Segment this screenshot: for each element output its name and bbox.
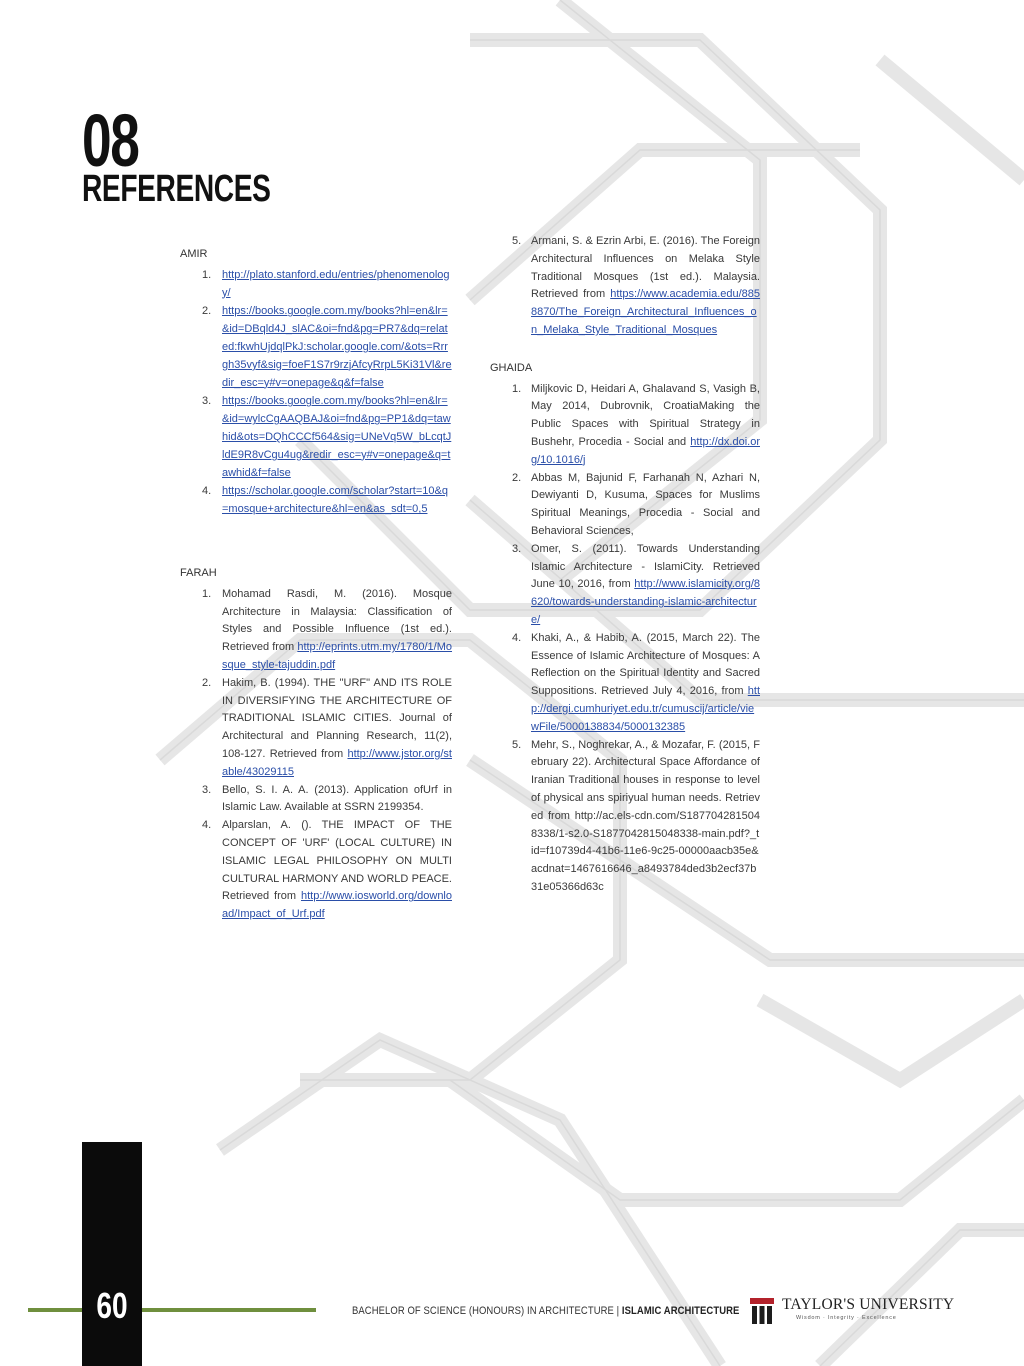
reference-text: Mehr, S., Noghrekar, A., & Mozafar, F. (2015, February 22). Architectural Space Affordance of Iranian Traditional houses in response to level of physical ans spiriyual human needs. Retrieved from http://ac.els-cdn.com/S1877042815048338/1-s2.0-S1877042815048338-main.pdf?_tid=f10739d4-41b6-11e6-9c25-00000aacb35e&acdnat=1467616646_a8493784ded3b2ecf37b31e05366d63c	[531, 738, 760, 893]
reference-number: 5.	[512, 235, 522, 247]
reference-number: 3.	[202, 395, 212, 408]
reference-link[interactable]: http://eprints.utm.my/1780/1/Mosque_style-tajuddin.pdf	[222, 641, 453, 671]
reference-item	[180, 483, 452, 519]
university-name: TAYLOR'S UNIVERSITY	[782, 1296, 955, 1313]
reference-list-amir	[180, 267, 452, 519]
reference-text: Hakim, B. (1994). THE "URF" AND ITS ROLE IN DIVERSIFYING THE ARCHITECTURE OF TRADITIONAL ISLAMIC CITIES. Journal of Architectural and Planning Research, 11(2), 108-127. Retrieved from	[222, 676, 452, 760]
reference-link[interactable]: http://www.jstor.org/stable/43029115	[222, 747, 452, 778]
section-heading-farah: FARAH	[180, 566, 217, 579]
footer-subject: ISLAMIC ARCHITECTURE	[621, 1305, 740, 1317]
footer-program: BACHELOR OF SCIENCE (HONOURS) IN ARCHITECTURE	[352, 1305, 614, 1317]
taylors-university-logo	[748, 1296, 955, 1328]
reference-number: 2.	[202, 676, 212, 689]
reference-text: Miljkovic D, Heidari A, Ghalavand S, Vasigh B, May 2014, Dubrovnik, CroatiaMaking the Public Spaces with Spiritual Strategy in Bushehr, Procedia - Social and	[531, 382, 760, 448]
university-tagline: Wisdom · Integrity · Excellence	[796, 1315, 897, 1321]
reference-number: 3.	[202, 783, 212, 796]
reference-link[interactable]: https://www.academia.edu/8858870/The_Foreign_Architectural_Influences_on_Melaka_Style_Traditional_Mosques	[531, 288, 761, 336]
reference-number: 4.	[202, 485, 212, 498]
reference-number: 1.	[202, 268, 212, 281]
reference-text: Armani, S. & Ezrin Arbi, E. (2016). The Foreign Architectural Influences on Melaka Style Traditional Mosques (1st ed.). Malaysia. Retrieved from	[531, 235, 760, 301]
reference-text: Mohamad Rasdi, M. (2016). Mosque Architecture in Malaysia: Classification of Styles and Possible Influence (1st ed.). Retrieved from	[222, 587, 452, 654]
page-number: 60	[96, 1285, 128, 1326]
reference-number: 1.	[202, 587, 212, 600]
reference-number: 1.	[512, 382, 522, 395]
reference-number: 2.	[202, 305, 212, 318]
reference-list-farah-continued	[490, 233, 760, 340]
reference-text: Abbas M, Bajunid F, Farhanah N, Azhari N, Dewiyanti D, Kusuma, Spaces for Muslims Spiritual Meanings, Procedia - Social and Behavioral Sciences,	[531, 471, 760, 537]
reference-number: 4.	[512, 631, 522, 644]
reference-link[interactable]: https://books.google.com.my/books?hl=en&lr=&id=DBqld4J_slAC&oi=fnd&pg=PR7&dq=related:fkwhUjdqlPkJ:scholar.google.com/&ots=Rrrgh35vyf&sig=foeF1S7r9rzjAfcyRrpL5Ki31Vl&redir_esc=y#v=onepage&q&f=false	[222, 305, 452, 389]
reference-list-ghaida	[490, 381, 760, 897]
reference-link[interactable]: http://www.iosworld.org/download/Impact_of_Urf.pdf	[222, 890, 452, 921]
reference-text: Omer, S. (2011). Towards Understanding Islamic Architecture - IslamiCity. Retrieved June 10, 2016, from	[531, 542, 760, 591]
section-heading-amir: AMIR	[180, 248, 208, 260]
reference-item	[180, 817, 452, 924]
reference-list-farah	[180, 586, 452, 924]
footer-caption	[352, 1305, 739, 1317]
reference-link[interactable]: https://books.google.com.my/books?hl=en&lr=&id=wylcCgAAQBAJ&oi=fnd&pg=PP1&dq=tawhid&ots=DQhCCCf564&sig=UNeVq5W_bLcqtJldE9R8vCgu4ug&redir_esc=y#v=onepage&q=tawhid&f=false	[222, 395, 452, 479]
reference-number: 4.	[202, 819, 212, 832]
reference-link[interactable]: http://www.islamicity.org/8620/towards-understanding-islamic-architecture/	[531, 578, 760, 626]
reference-item	[490, 737, 760, 897]
footer-separator: |	[616, 1305, 620, 1317]
reference-item	[180, 782, 452, 818]
reference-link[interactable]: https://scholar.google.com/scholar?start=10&q=mosque+architecture&hl=en&as_sdt=0,5	[222, 485, 448, 516]
reference-item	[180, 675, 452, 782]
reference-item	[180, 393, 452, 482]
reference-link[interactable]: http://plato.stanford.edu/entries/phenomenology/	[222, 268, 450, 299]
page-number-bar	[82, 1142, 142, 1366]
reference-item	[490, 541, 760, 630]
reference-item	[180, 586, 452, 675]
reference-item	[490, 630, 760, 737]
reference-text: Khaki, A., & Habib, A. (2015, March 22). The Essence of Islamic Architecture of Mosques: A Reflection on the Spiritual Identity and Sacred Suppositions. Retrieved July 4, 2016, from	[531, 631, 760, 698]
reference-number: 5.	[512, 738, 522, 751]
right-column	[490, 233, 760, 897]
reference-text: Alparslan, A. (). THE IMPACT OF THE CONCEPT OF 'URF' (LOCAL CULTURE) IN ISLAMIC LEGAL PHILOSOPHY ON MULTI CULTURAL HARMONY AND WORLD PEACE. Retrieved from	[222, 819, 452, 903]
reference-number: 2.	[512, 471, 522, 484]
footer-rule-right	[142, 1308, 316, 1312]
reference-link[interactable]: http://dergi.cumhuriyet.edu.tr/cumuscij/article/viewFile/5000138834/5000132385	[531, 685, 760, 733]
reference-link[interactable]: http://dx.doi.org/10.1016/j	[531, 435, 760, 466]
reference-item	[490, 233, 760, 340]
left-column	[180, 246, 452, 924]
reference-text: Bello, S. I. A. A. (2013). Application ofUrf in Islamic Law. Available at SSRN 2199354.	[222, 783, 452, 814]
section-heading-ghaida: GHAIDA	[490, 361, 533, 374]
reference-item	[490, 470, 760, 541]
chapter-number: 08	[82, 99, 139, 182]
reference-item	[180, 303, 452, 392]
university-crest-icon	[748, 1296, 776, 1326]
chapter-title: REFERENCES	[82, 168, 271, 210]
reference-number: 3.	[512, 542, 522, 555]
reference-item	[180, 267, 452, 303]
footer-rule-left	[28, 1308, 82, 1312]
reference-item	[490, 381, 760, 470]
